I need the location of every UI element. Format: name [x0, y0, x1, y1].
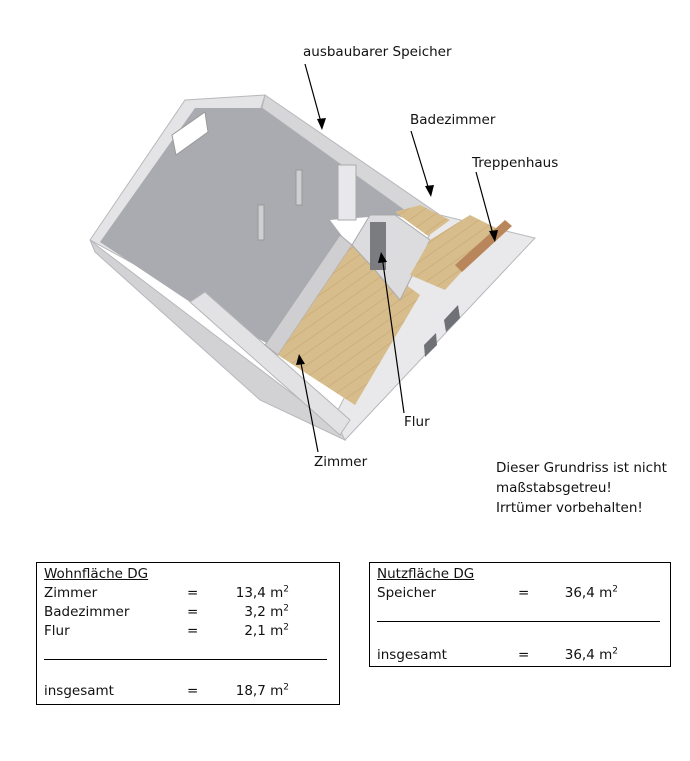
- total-name: insgesamt: [377, 647, 447, 663]
- wohnflaeche-title: Wohnfläche DG: [44, 566, 149, 582]
- arrow-speicher: [305, 64, 322, 126]
- door: [370, 222, 386, 270]
- label-treppenhaus: Treppenhaus: [472, 155, 559, 171]
- disclaimer-line: Irrtümer vorbehalten!: [496, 500, 643, 516]
- unit-exp: 2: [612, 584, 618, 595]
- value: 36,4: [564, 585, 595, 601]
- total-value: [546, 647, 618, 663]
- total-value: [217, 683, 289, 699]
- label-flur: Flur: [404, 414, 430, 430]
- row-name: Zimmer: [44, 585, 98, 601]
- row-name: Flur: [44, 623, 70, 639]
- unit-exp: 2: [283, 584, 289, 595]
- chimney: [338, 165, 356, 220]
- nutzflaeche-title: Nutzfläche DG: [377, 566, 475, 582]
- row-name: Speicher: [377, 585, 437, 601]
- total-name: insgesamt: [44, 683, 114, 699]
- arrowhead-speicher: [317, 118, 326, 130]
- arrowhead-badezimmer: [425, 185, 434, 197]
- post-2: [258, 205, 264, 240]
- arrow-badezimmer: [411, 131, 430, 193]
- wohnflaeche-table: [36, 562, 340, 705]
- label-zimmer: Zimmer: [314, 454, 368, 470]
- total-eq: =: [187, 683, 199, 699]
- disclaimer-line: Dieser Grundriss ist nicht: [496, 460, 667, 476]
- row-value: [217, 604, 289, 620]
- value: 36,4: [564, 647, 595, 663]
- post-1: [296, 170, 302, 205]
- unit: m: [270, 683, 284, 699]
- unit: m: [270, 623, 284, 639]
- row-eq: =: [518, 585, 530, 601]
- divider: [44, 659, 327, 660]
- total-eq: =: [518, 647, 530, 663]
- value: 2,1: [244, 623, 266, 639]
- unit: m: [270, 585, 284, 601]
- unit-exp: 2: [283, 682, 289, 693]
- row-value: [217, 623, 289, 639]
- label-badezimmer: Badezimmer: [410, 112, 496, 128]
- unit: m: [270, 604, 284, 620]
- value: 3,2: [244, 604, 266, 620]
- value: 13,4: [235, 585, 266, 601]
- divider: [377, 621, 660, 622]
- row-eq: =: [187, 623, 199, 639]
- unit-exp: 2: [612, 646, 618, 657]
- row-value: [546, 585, 618, 601]
- nutzflaeche-table: [369, 562, 671, 667]
- row-eq: =: [187, 585, 199, 601]
- disclaimer-line: maßstabsgetreu!: [496, 480, 612, 496]
- label-speicher: ausbaubarer Speicher: [303, 44, 452, 60]
- row-value: [217, 585, 289, 601]
- unit: m: [599, 585, 613, 601]
- value: 18,7: [235, 683, 266, 699]
- row-eq: =: [187, 604, 199, 620]
- unit-exp: 2: [283, 603, 289, 614]
- unit-exp: 2: [283, 622, 289, 633]
- unit: m: [599, 647, 613, 663]
- disclaimer: [496, 458, 667, 518]
- row-name: Badezimmer: [44, 604, 130, 620]
